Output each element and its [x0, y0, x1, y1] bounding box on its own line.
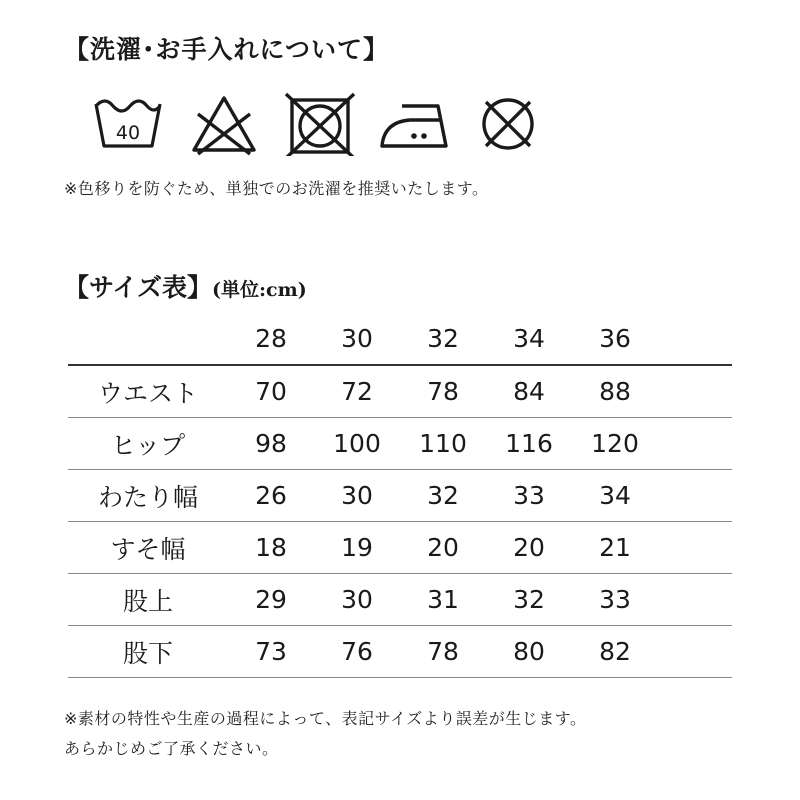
table-cell: 78 [427, 637, 459, 666]
header-size: 28 [255, 323, 287, 353]
size-table [68, 312, 732, 678]
header-pad [658, 312, 732, 365]
iron-medium-icon [376, 92, 456, 156]
table-cell: 120 [591, 429, 639, 458]
table-cell: 70 [255, 377, 287, 406]
table-pad [658, 418, 732, 470]
table-cell: 32 [427, 481, 459, 510]
table-cell: 73 [255, 637, 287, 666]
table-cell: 80 [513, 637, 545, 666]
header-size: 32 [427, 323, 459, 353]
header-size: 30 [341, 323, 373, 353]
footnote-line-1: ※素材の特性や生産の過程によって、表記サイズより誤差が生じます。 [64, 709, 587, 728]
care-heading: 【洗濯･お手入れについて】 [64, 35, 390, 64]
size-heading [64, 268, 307, 304]
table-cell: 30 [341, 481, 373, 510]
table-cell: 32 [513, 585, 545, 614]
size-table-header [68, 312, 732, 365]
table-cell: 20 [427, 533, 459, 562]
no-tumble-dry-icon [284, 92, 356, 156]
table-cell: 18 [255, 533, 287, 562]
table-cell: 78 [427, 377, 459, 406]
table-cell: 30 [341, 585, 373, 614]
row-label: わたり幅 [97, 482, 198, 512]
wash-temp-label: 40 [115, 122, 141, 144]
footnote-line-2: あらかじめご了承ください。 [64, 739, 279, 758]
header-blank [68, 312, 228, 365]
table-cell: 98 [255, 429, 287, 458]
table-row [68, 365, 732, 418]
wash-tub-40-icon [92, 92, 164, 152]
table-cell: 82 [599, 637, 631, 666]
table-pad [658, 626, 732, 678]
size-heading-title: 【サイズ表】 [64, 273, 213, 302]
no-dry-clean-icon [476, 92, 540, 156]
table-cell: 33 [599, 585, 631, 614]
table-pad [658, 522, 732, 574]
header-size: 36 [599, 323, 631, 353]
table-cell: 72 [341, 377, 373, 406]
table-pad [658, 574, 732, 626]
table-cell: 110 [419, 429, 467, 458]
care-icons [88, 92, 548, 162]
table-row [68, 418, 732, 470]
row-label: ヒップ [110, 430, 186, 460]
table-row [68, 574, 732, 626]
table-cell: 34 [599, 481, 631, 510]
size-unit: (単位:cm) [212, 279, 307, 301]
table-cell: 76 [341, 637, 373, 666]
table-cell: 20 [513, 533, 545, 562]
table-row [68, 626, 732, 678]
table-cell: 116 [505, 429, 553, 458]
table-pad [658, 470, 732, 522]
table-row [68, 522, 732, 574]
table-cell: 26 [255, 481, 287, 510]
care-note: ※色移りを防ぐため、単独でのお洗濯を推奨いたします。 [64, 179, 489, 198]
table-cell: 84 [513, 377, 545, 406]
table-cell: 29 [255, 585, 287, 614]
row-label: 股上 [122, 586, 173, 616]
row-label: 股下 [122, 638, 173, 668]
table-cell: 33 [513, 481, 545, 510]
no-bleach-icon [188, 92, 260, 156]
table-cell: 19 [341, 533, 373, 562]
table-cell: 88 [599, 377, 631, 406]
header-size: 34 [513, 323, 545, 353]
row-label: すそ幅 [110, 534, 186, 564]
row-label: ウエスト [97, 378, 198, 408]
table-cell: 21 [599, 533, 631, 562]
table-cell: 100 [333, 429, 381, 458]
table-pad [658, 365, 732, 418]
table-cell: 31 [427, 585, 459, 614]
table-row [68, 470, 732, 522]
